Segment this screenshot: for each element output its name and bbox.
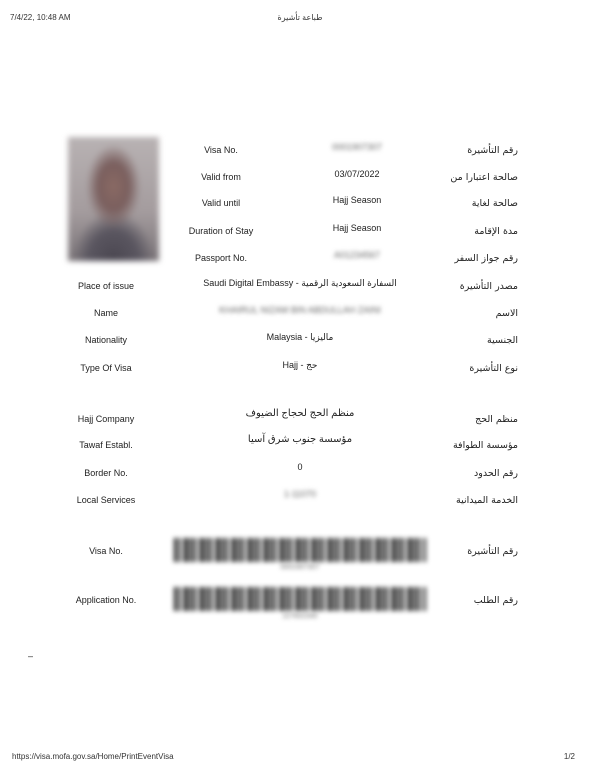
field-label-arabic: صالحة لغاية [471, 198, 518, 209]
barcode-image [174, 538, 426, 562]
field-label-arabic: الخدمة الميدانية [456, 495, 518, 506]
field-value: Malaysia - ماليزيا [266, 332, 334, 342]
field-value: Hajj Season [332, 195, 382, 205]
field-value: 1-11070 [283, 489, 317, 499]
barcode-label-arabic: رقم الطلب [473, 595, 518, 606]
field-label: Place of issue [77, 281, 135, 291]
field-label: Passport No. [194, 253, 248, 263]
field-value: 0 [297, 462, 303, 472]
field-value: Hajj - حج [282, 360, 318, 370]
field-label: Nationality [84, 335, 128, 345]
field-label: Hajj Company [77, 414, 135, 424]
barcode-label-arabic: رقم التأشيرة [467, 546, 518, 557]
field-value: 0001907307 [331, 142, 383, 152]
print-title: طباعة تأشيرة [277, 13, 323, 22]
field-label: Name [93, 308, 118, 318]
field-label-arabic: نوع التأشيرة [469, 363, 518, 374]
field-label-arabic: الجنسية [487, 335, 518, 346]
page-url: https://visa.mofa.gov.sa/Home/PrintEventVisa [12, 752, 174, 761]
barcode-number: 227831540 [282, 613, 318, 620]
field-label-arabic: رقم جواز السفر [454, 253, 518, 264]
barcode-number: 0001907307 [280, 564, 320, 571]
field-label: Duration of Stay [188, 226, 254, 236]
field-label: Local Services [76, 495, 136, 505]
field-label-arabic: الاسم [495, 308, 518, 319]
field-label-arabic: رقم التأشيرة [467, 145, 518, 156]
field-label: Visa No. [204, 145, 238, 155]
field-label-arabic: صالحة اعتبارا من [450, 172, 518, 183]
field-label: Type Of Visa [80, 363, 132, 373]
page-number: 1/2 [563, 752, 575, 761]
field-label: Tawaf Establ. [79, 440, 133, 450]
barcode-label: Visa No. [89, 546, 123, 556]
field-value: Saudi Digital Embassy - السفارة السعودية الرقمية [203, 278, 397, 288]
field-label: Valid until [201, 198, 241, 208]
field-label-arabic: رقم الحدود [474, 468, 518, 479]
field-label-arabic: مؤسسة الطوافة [452, 440, 518, 451]
field-label: Valid from [201, 172, 241, 182]
field-value: KHAIRUL NIZAM BIN ABDULLAH ZAINI [219, 305, 381, 315]
field-label-arabic: مصدر التأشيرة [459, 281, 518, 292]
field-value: مؤسسة جنوب شرق آسيا [247, 434, 353, 445]
field-label-arabic: مدة الإقامة [474, 226, 518, 237]
field-label-arabic: منظم الحج [475, 414, 518, 425]
stray-mark: – [28, 651, 34, 661]
barcode-image [174, 587, 426, 611]
barcode-label: Application No. [75, 595, 137, 605]
photo-placeholder-icon [68, 137, 159, 261]
field-value: 03/07/2022 [334, 169, 380, 179]
field-label: Border No. [84, 468, 128, 478]
field-value: منظم الحج لحجاج الضيوف [245, 408, 355, 419]
print-datetime: 7/4/22, 10:48 AM [10, 13, 71, 22]
field-value: Hajj Season [332, 223, 382, 233]
field-value: A01234567 [333, 250, 381, 260]
